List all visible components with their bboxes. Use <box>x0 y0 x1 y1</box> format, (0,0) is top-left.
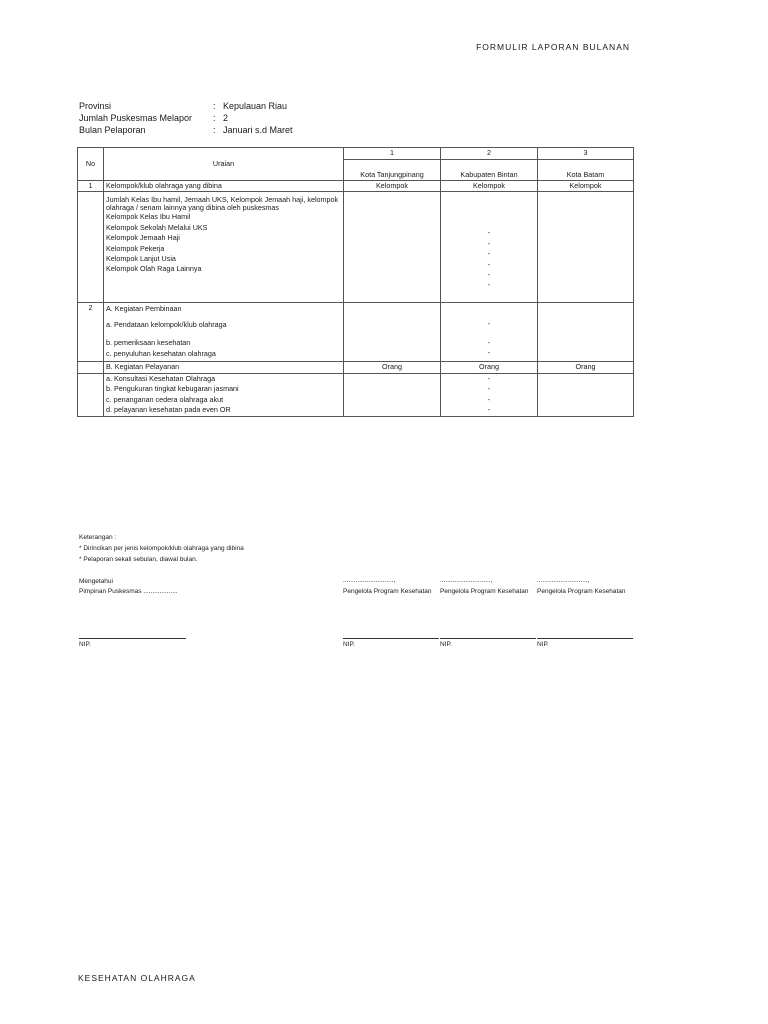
info-label: Jumlah Puskesmas Melapor <box>79 113 193 123</box>
footer-title: KESEHATAN OLAHRAGA <box>78 973 196 983</box>
signature-date: ............................, <box>440 577 493 584</box>
signature-column-1 <box>343 578 440 648</box>
value-cell <box>344 192 441 303</box>
value-cell: - <box>487 280 491 290</box>
value-cell: - <box>487 337 491 347</box>
row-2b-items <box>104 373 344 416</box>
value-cell <box>538 192 634 303</box>
signature-line <box>79 638 186 639</box>
unit-cell: Orang <box>538 362 634 373</box>
value-cell <box>538 373 634 416</box>
signature-nip: NIP. <box>79 641 91 648</box>
value-cell <box>344 373 441 416</box>
row-label: Kelompok/klub olahraga yang dibina <box>104 181 344 192</box>
info-row-provinsi <box>79 100 293 112</box>
signature-role: Pengelola Program Kesehatan <box>343 588 432 595</box>
value-cell: - <box>487 270 491 280</box>
header-region: Kota Batam <box>538 160 634 181</box>
row-number-empty <box>78 373 104 416</box>
list-item: Kelompok Olah Raga Lainnya <box>106 264 202 274</box>
signature-date: ............................, <box>343 577 396 584</box>
signature-left <box>79 578 186 648</box>
section-label: A. Kegiatan Pembinaan <box>106 304 182 314</box>
value-cell: - <box>487 373 491 383</box>
value-column <box>441 373 538 416</box>
header-col-number: 3 <box>538 148 634 160</box>
value-cell: - <box>487 394 491 404</box>
info-value: 2 <box>223 113 229 123</box>
unit-cell: Kelompok <box>441 181 538 192</box>
table-row-2-b-heading <box>78 362 634 373</box>
signature-line <box>537 638 633 639</box>
list-item: c. penyuluhan kesehatan olahraga <box>106 348 216 358</box>
signature-role: Pengelola Program Kesehatan <box>537 588 626 595</box>
list-item: Kelompok Jemaah Haji <box>106 233 180 243</box>
signature-nip: NIP. <box>440 641 452 648</box>
list-item: Kelompok Lanjut Usia <box>106 254 176 264</box>
info-value: Kepulauan Riau <box>223 101 288 111</box>
list-item: a. Pendataan kelompok/klub olahraga <box>106 319 227 329</box>
value-cell: - <box>487 348 491 358</box>
keterangan-block <box>79 532 244 565</box>
list-item: d. pelayanan kesehatan pada even OR <box>106 405 231 415</box>
info-label: Bulan Pelaporan <box>79 125 146 135</box>
form-title: FORMULIR LAPORAN BULANAN <box>476 42 630 52</box>
table-header-row-numbers <box>78 148 634 160</box>
list-item: b. Pengukuran tingkat kebugaran jasmani <box>106 384 239 394</box>
info-row-jumlah-puskesmas <box>79 112 293 124</box>
unit-cell: Orang <box>441 362 538 373</box>
info-label: Provinsi <box>79 101 112 111</box>
section-label: B. Kegiatan Pelayanan <box>104 362 344 373</box>
info-block <box>79 100 293 136</box>
value-cell: - <box>487 259 491 269</box>
header-uraian: Uraian <box>104 148 344 181</box>
list-item: a. Konsultasi Kesehatan Olahraga <box>106 373 216 383</box>
value-column <box>441 303 538 362</box>
header-no: No <box>78 148 104 181</box>
value-cell: - <box>487 249 491 259</box>
table-row-1-body <box>78 192 634 303</box>
value-cell <box>538 303 634 362</box>
list-item: b. pemeriksaan kesehatan <box>106 338 191 348</box>
signature-role: Pimpinan Puskesmas ................... <box>79 588 178 595</box>
signature-role: Pengelola Program Kesehatan <box>440 588 529 595</box>
value-column <box>441 192 538 303</box>
value-cell: - <box>487 238 491 248</box>
info-separator: : <box>213 125 216 135</box>
signature-column-2 <box>440 578 537 648</box>
header-region: Kota Tanjungpinang <box>344 160 441 181</box>
table-row-2-a <box>78 303 634 362</box>
info-value: Januari s.d Maret <box>223 125 293 135</box>
signature-line <box>440 638 536 639</box>
signature-line <box>343 638 439 639</box>
unit-cell: Kelompok <box>538 181 634 192</box>
value-cell: - <box>487 319 491 329</box>
list-item: Kelompok Kelas Ibu Hamil <box>106 212 191 222</box>
keterangan-note: * Dirincikan per jenis kelompok/klub olahraga yang dibina <box>79 545 244 552</box>
row-1-intro: Jumlah Kelas Ibu hamil, Jemaah UKS, Kelompok Jemaah haji, kelompok olahraga / senam lainnya yang dibina oleh puskesmas <box>106 195 339 213</box>
unit-cell: Orang <box>344 362 441 373</box>
table-row-2-b-body <box>78 373 634 416</box>
value-cell <box>344 303 441 362</box>
row-number: 1 <box>78 181 104 192</box>
unit-cell: Kelompok <box>344 181 441 192</box>
info-row-bulan-pelaporan <box>79 124 293 136</box>
signature-nip: NIP. <box>537 641 549 648</box>
row-number: 2 <box>78 303 104 362</box>
row-number-empty <box>78 362 104 373</box>
signature-date: ............................, <box>537 577 590 584</box>
row-2a-items <box>104 303 344 362</box>
keterangan-title: Keterangan : <box>79 534 117 541</box>
signature-column-3 <box>537 578 634 648</box>
keterangan-note: * Pelaporan sekali sebulan, diawal bulan. <box>79 556 198 563</box>
row-number-empty <box>78 192 104 303</box>
header-col-number: 1 <box>344 148 441 160</box>
list-item: Kelompok Pekerja <box>106 243 165 253</box>
row-1-items <box>104 192 344 303</box>
info-separator: : <box>213 113 216 123</box>
header-region: Kabupaten Bintan <box>441 160 538 181</box>
report-table <box>77 147 634 417</box>
signature-label: Mengetahui <box>79 578 113 585</box>
signature-nip: NIP. <box>343 641 355 648</box>
list-item: c. penanganan cedera olahraga akut <box>106 394 224 404</box>
value-cell: - <box>487 228 491 238</box>
table-row-1-heading <box>78 181 634 192</box>
list-item: Kelompok Sekolah Melalui UKS <box>106 222 208 232</box>
value-cell: - <box>487 384 491 394</box>
value-cell: - <box>487 405 491 415</box>
info-separator: : <box>213 101 216 111</box>
header-col-number: 2 <box>441 148 538 160</box>
